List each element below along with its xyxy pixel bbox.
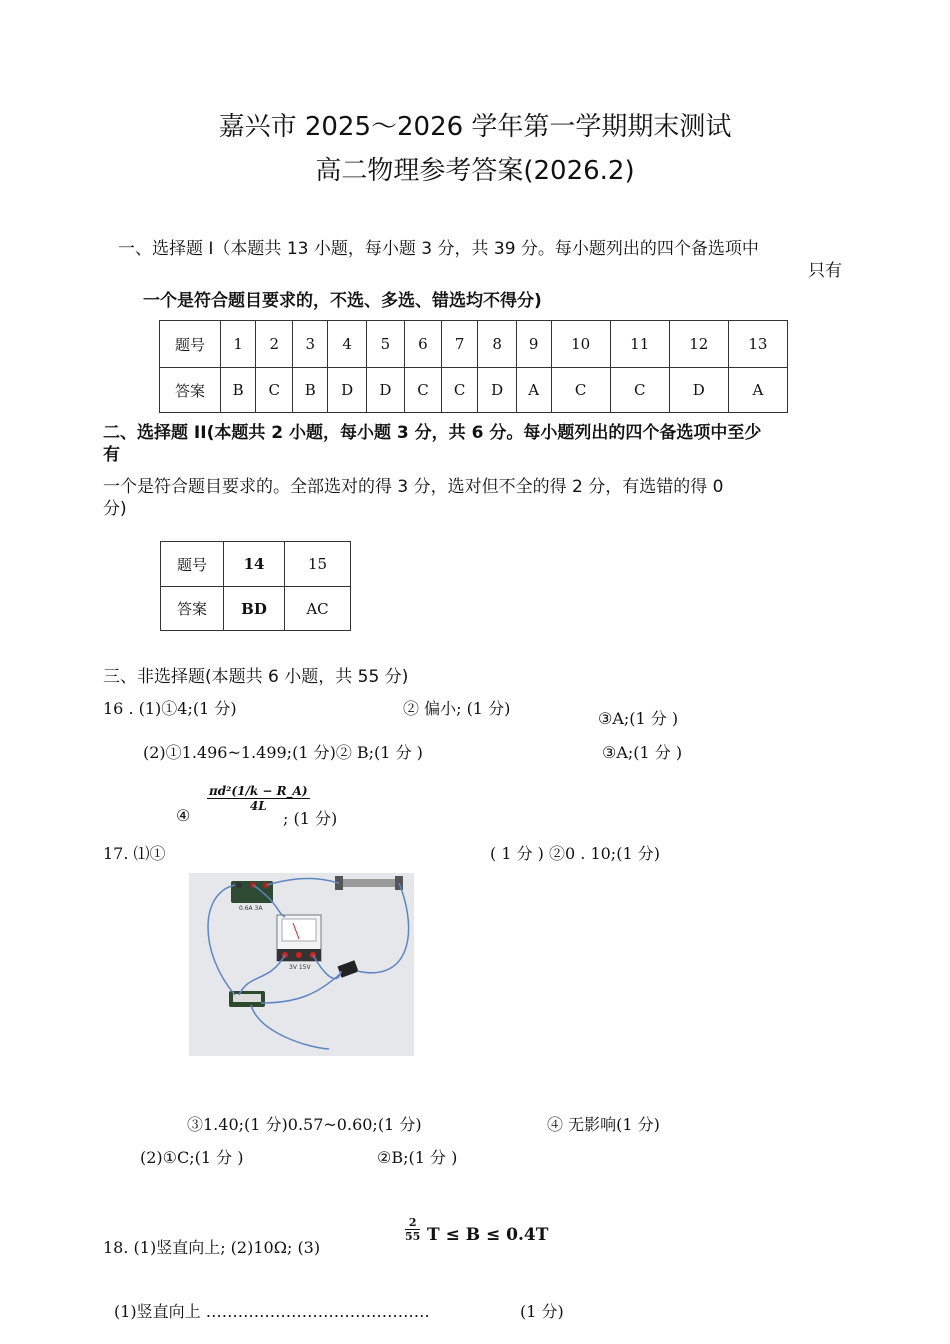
cell-answer-15: AC <box>285 587 351 631</box>
section2-intro-d: 分) <box>103 499 127 519</box>
page-subtitle: 高二物理参考答案(2026.2) <box>315 156 635 186</box>
cell-number-1: 1 <box>221 321 256 368</box>
q17-line2-b: ④ 无影响(1 分) <box>547 1115 660 1134</box>
cell-answer-3: B <box>293 368 328 413</box>
cell-number-7: 7 <box>441 321 478 368</box>
table-row-answers <box>161 587 351 631</box>
cell-answer-14: BD <box>224 587 285 631</box>
cell-answer-7: C <box>441 368 478 413</box>
cell-number-6: 6 <box>405 321 442 368</box>
q16-line3-suffix: ; (1 分) <box>283 809 338 828</box>
q16-line1-b: ② 偏小; (1 分) <box>403 699 511 718</box>
q17-line3-b: ②B;(1 分 ) <box>377 1148 458 1167</box>
circuit-photo <box>189 873 414 1056</box>
cell-number-15: 15 <box>285 542 351 587</box>
row-label-number: 题号 <box>161 542 224 587</box>
q18-line2-b: (1 分) <box>520 1302 564 1321</box>
cell-number-4: 4 <box>328 321 366 368</box>
table-row-answers <box>160 368 788 413</box>
q16-line2-b: ③A;(1 分 ) <box>602 743 683 762</box>
table-row-numbers <box>160 321 788 368</box>
cell-number-14: 14 <box>224 542 285 587</box>
cell-number-10: 10 <box>551 321 610 368</box>
cell-number-8: 8 <box>478 321 516 368</box>
section1-intro-a: 一、选择题 I（本题共 13 小题，每小题 3 分，共 39 分。每小题列出的四个备选项中 <box>118 239 759 259</box>
q17-line2-a: ③1.40;(1 分)0.57~0.60;(1 分) <box>187 1115 422 1134</box>
q16-line1-c: ③A;(1 分 ) <box>598 709 679 728</box>
cell-number-5: 5 <box>366 321 404 368</box>
section1-intro-c: 一个是符合题目要求的，不选、多选、错选均不得分) <box>143 291 542 311</box>
cell-answer-1: B <box>221 368 256 413</box>
q16-line3-prefix: ④ <box>176 806 191 825</box>
cell-answer-6: C <box>405 368 442 413</box>
q18-inequality: T ≤ B ≤ 0.4T <box>427 1225 549 1245</box>
q16-line2-a: (2)①1.496~1.499;(1 分)② B;(1 分 ) <box>143 743 423 762</box>
section2-intro-a: 二、选择题 II(本题共 2 小题，每小题 3 分，共 6 分。每小题列出的四个备选项中至少 <box>103 423 762 443</box>
q16-line1-a: 16 . (1)①4;(1 分) <box>103 699 237 718</box>
q17-line1-a: 17. ⑴① <box>103 844 166 863</box>
section1-intro-b: 只有 <box>808 261 842 281</box>
cell-answer-2: C <box>256 368 293 413</box>
voltmeter-label: 3V 15V <box>289 964 311 971</box>
q18-fraction <box>405 1216 420 1243</box>
row-label-answer: 答案 <box>161 587 224 631</box>
section2-answer-table <box>160 541 351 631</box>
cell-answer-8: D <box>478 368 516 413</box>
q18-frac-numerator: 2 <box>405 1216 420 1230</box>
cell-number-13: 13 <box>728 321 787 368</box>
q17-line3-a: (2)①C;(1 分 ) <box>140 1148 244 1167</box>
rheostat <box>339 879 399 887</box>
cell-answer-12: D <box>669 368 728 413</box>
q18-frac-denominator: 55 <box>405 1230 421 1243</box>
cell-answer-4: D <box>328 368 366 413</box>
cell-number-2: 2 <box>256 321 293 368</box>
cell-answer-5: D <box>366 368 404 413</box>
cell-number-3: 3 <box>293 321 328 368</box>
q17-line1-b: ( 1 分 ) ②0 . 10;(1 分) <box>490 844 660 863</box>
q18-line1: 18. (1)竖直向上; (2)10Ω; (3) <box>103 1238 321 1257</box>
cell-answer-11: C <box>610 368 669 413</box>
q18-line2-a: (1)竖直向上 …………………………………… <box>114 1302 430 1321</box>
cell-answer-13: A <box>728 368 787 413</box>
table-row-numbers <box>161 542 351 587</box>
cell-answer-10: C <box>551 368 610 413</box>
section2-intro-b: 有 <box>103 445 120 465</box>
section1-answer-table <box>159 320 788 413</box>
q16-formula-numerator: πd²(1/k − R_A) <box>209 784 308 798</box>
cell-number-11: 11 <box>610 321 669 368</box>
page-title: 嘉兴市 2025～2026 学年第一学期期末测试 <box>218 112 732 142</box>
section3-intro: 三、非选择题(本题共 6 小题，共 55 分) <box>103 667 409 687</box>
circuit-diagram <box>189 873 414 1056</box>
row-label-answer: 答案 <box>160 368 221 413</box>
section2-intro-c: 一个是符合题目要求的。全部选对的得 3 分，选对但不全的得 2 分，有选错的得 0 <box>103 477 724 497</box>
q16-formula-denominator: 4L <box>249 799 267 813</box>
row-label-number: 题号 <box>160 321 221 368</box>
cell-number-9: 9 <box>516 321 551 368</box>
ammeter-label: 0.6A 3A <box>239 905 263 912</box>
cell-answer-9: A <box>516 368 551 413</box>
cell-number-12: 12 <box>669 321 728 368</box>
